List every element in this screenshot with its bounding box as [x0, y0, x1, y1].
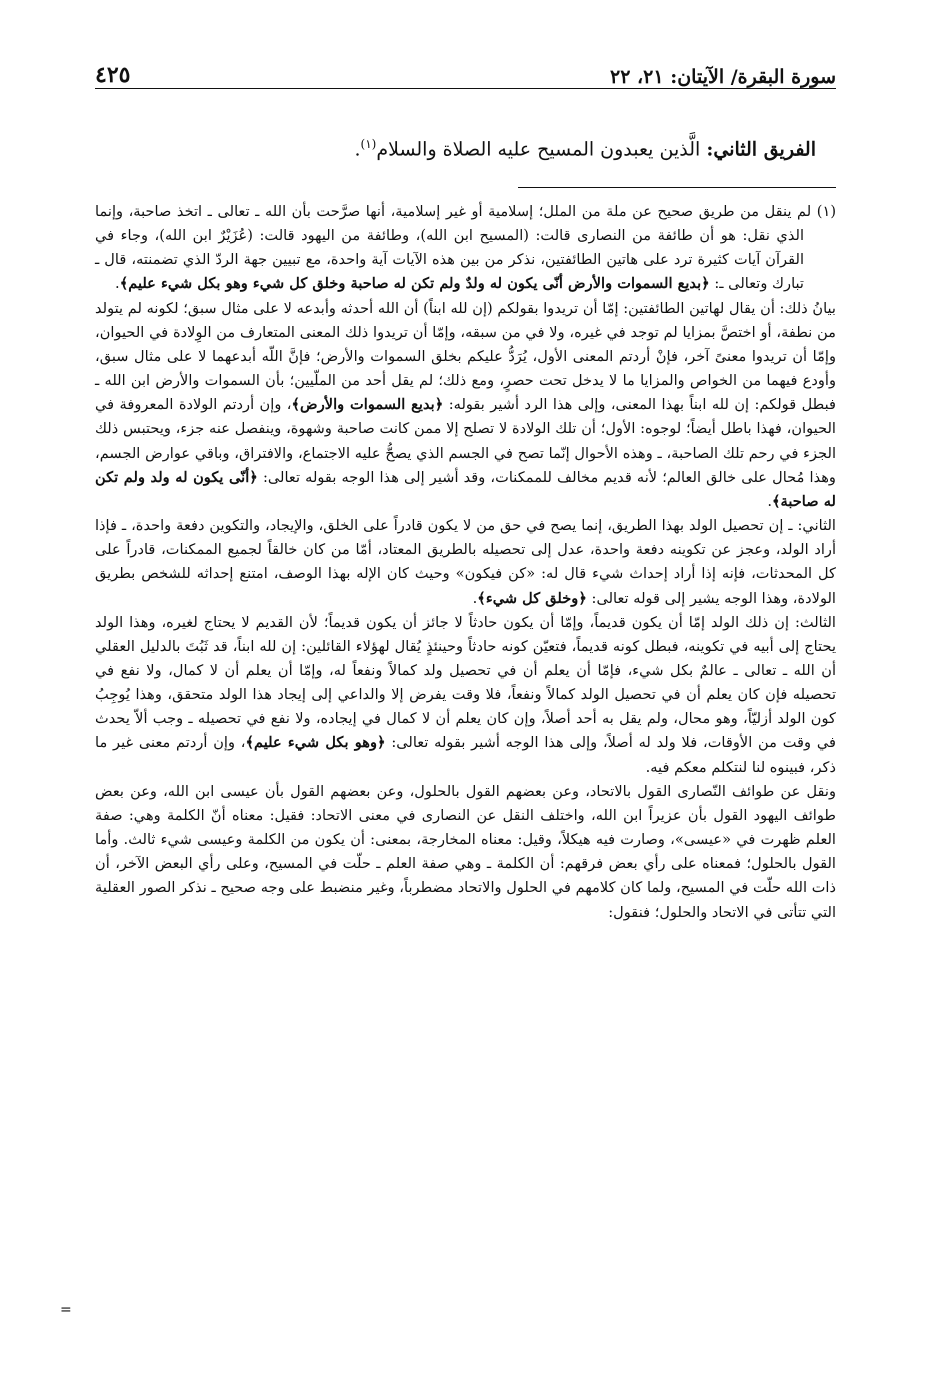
footnote-separator — [518, 187, 836, 188]
footnote-p3-end: . — [472, 589, 478, 607]
page-number: ٤٢٥ — [95, 62, 131, 88]
footnote-p3-text: الثاني: ـ إن تحصيل الولد بهذا الطريق، إنما يصح في حق من لا يكون قادراً على الخلق، والإيجاد، والتكوين دفعة واحدة، ـ فإذا أراد الولد، وعجز عن تكوينه دفعة واحدة، عدل إلى تحصيله بالطريق المعتاد، أمّا من كان خالقاً لجميع الممكنات، قادراً على كل المحدثات، فإنه إذا أراد إحداث شيء قال له: «كن فيكون» وحيث كان الإله بهذا الوصف، امتنع إحداثه للشخص بطريق الولادة، وهذا الوجه يشير إلى قوله تعالى: — [95, 517, 836, 607]
main-text-end: . — [354, 138, 361, 161]
footnote-paragraph-4 — [95, 611, 836, 780]
footnote-paragraph-3 — [95, 514, 836, 611]
footnote-paragraph-5: ونقل عن طوائف النّصارى القول بالاتحاد، وعن بعضهم القول بالحلول، وعن بعضهم القول بأن عيسى ابن الله، وعن بعض طوائف اليهود القول بأن عزيراً ابن الله، واختلف النقل عن النصارى في معنى الاتحاد: فقيل: معناه أنّ الكلمة وهي: صفة العلم ظهرت في «عيسى»، وصارت فيه هيكلاً، وقيل: معناه المخارجة، بمعنى: أن يكون من الكلمة وعيسى شيء ثالث. وأما القول بالحلول؛ فمعناه على رأي بعض فرقهم: أن الكلمة ـ وهي صفة العلم ـ حلّت في المسيح، وعلى رأي البعض الآخر، أن ذات الله حلّت في المسيح، ولما كان كلامهم في الحلول والاتحاد مضطرباً، وغير منضبط على وجه صحيح ـ نذكر الصور العقلية التي تتأتى في الاتحاد والحلول؛ فنقول: — [95, 782, 836, 921]
main-text-body: الَّذين يعبدون المسيح عليه الصلاة والسلام — [376, 138, 701, 161]
footnote-p2-text: بيانُ ذلك: أن يقال لهاتين الطائفتين: إمّا أن تريدوا بقولكم (إن لله ابناً) أن الله أحدثه وأبدعه لا على مثال سبق؛ لكونه لم يتولد من نطفة، أو اختصَّ بمزايا لم توجد في غيره، ولا في من سبقه، وإمّا أن تريدوا ذلك المعنى المتعارف من الوِلادة في الحيوان، وإمّا أن تريدوا معنىً آخر، فإنْ أردتم المعنى الأول، يُرَدُّ عليكم بخلق السموات والأرض؛ فإنَّ اللّه أبدعهما لا على مثال سبق، وأودع فيهما من الخواص والمزايا ما لا يدخل تحت حصرٍ، ومع ذلك؛ لم يقل أحد من الملّيين؛ بأن السموات والأرض ابن الله ـ فبطل قولكم: إن لله ابناً بهذا المعنى، وإلى هذا الرد أشير بقوله: — [95, 299, 836, 414]
main-text — [95, 126, 816, 167]
footnote-paragraph-1 — [95, 200, 836, 297]
footnote-p4-text: الثالث: إن ذلك الولد إمّا أن يكون قديماً، وإمّا أن يكون حادثاً لا جائز أن يكون قديماً؛ لأن القديم لا يحتاج لغيره، وهذا الولد يحتاج إلى أبيه في تكوينه، فبطل كونه قديماً، فتعيّن كونه حادثاً وحينئذٍ يُقال لهؤلاء القائلين: إن لله ابناً، قد ثَبُتَ بالدليل العقلي أن الله ـ تعالى ـ عالمٌ بكل شيء، فإمّا أن يعلم أن في تحصيل ولد كمالاً ونفعاً له، وإمّا أن يعلم أن لا كمال، ولا نفع في تحصيله فإن كان يعلم أن في تحصيل الولد كمالاً ونفعاً، فلا وقت يفرض إلا والداعي إلى إيجاد هذا الولد متحقق، وهذا يُوجِبُ كون الولد أزليّاً، وهو محال، ولم يقل به أحد أصلاً، وإن كان يعلم أن لا كمال في إيجاده، ولا نفع في تحصيله ـ وجب ألاّ يحدث في وقت من الأوقات، فلا ولد له أصلاً، وإلى هذا الوجه أشير بقوله تعالى: — [95, 613, 836, 752]
footnote-p2-text-b: ، وإن أردتم الولادة المعروفة في الحيوان، فهذا باطل أيضاً؛ لوجوه: الأول؛ أن تلك الولادة لا تصلح إلا ممن كانت صاحبة وشهوة، وينفصل عنه جزء، ويحتبس ذلك الجزء في رحم تلك الصاحبة، ـ وهذه الأحوال إنّما تصح في الجسم الذي يصحُّ عليه الاجتماع، والافتراق، وباقي عوارض الجسم، وهذا مُحال على خالق العالم؛ لأنه قديم مخالف للممكنات، وقد أشير إلى هذا الوجه بقوله تعالى: — [95, 396, 836, 486]
quran-quote: ﴿بديع السموات والأرض﴾ — [291, 396, 444, 414]
header-title: سورة البقرة/ الآيتان: ٢١، ٢٢ — [610, 66, 836, 88]
quran-quote: ﴿وخلق كل شيء﴾ — [477, 589, 587, 607]
quran-quote: ﴿بديع السموات والأرض أنّى يكون له ولدٌ ولم تكن له صاحبة وخلق كل شيء وهو بكل شيء عليم﴾ — [119, 275, 710, 293]
footnote-marker: (١) — [816, 203, 837, 220]
footnote-reference: (١) — [360, 137, 377, 151]
footnote-p1-text: لم ينقل من طريق صحيح عن ملة من الملل؛ إسلامية أو غير إسلامية، أنها صرَّحت بأن الله ـ تعالى ـ اتخذ صاحبة، وإنما الذي نقل: هو أن طائفة من النصارى قالت: (المسيح ابن الله)، وطائفة من اليهود قالت: (عُزَيْرٌ ابن الله)، وجاء في القرآن آيات كثيرة ترد على هاتين الطائفتين، نذكر من بين هذه الآيات آية واحدة، مع تبيين جهة الردّ الذي تضمنته، قال ـ تبارك وتعالى ـ: — [95, 203, 812, 293]
footnote-block — [95, 200, 836, 925]
footnote-paragraph-2 — [95, 297, 836, 514]
footnote-p1-end: . — [115, 275, 120, 293]
footnote-p2-end: . — [767, 492, 772, 510]
footnote-p4-end: ، وإن أردتم معنى غير ما ذكر، فبينوه لنا لنتكلم معكم فيه. — [95, 734, 836, 776]
group-label: الفريق الثاني: — [706, 138, 816, 161]
quran-quote: ﴿وهو بكل شيء عليم﴾ — [245, 734, 386, 752]
quran-quote: ﴿أنّى يكون له ولد ولم تكن له صاحبة﴾ — [95, 468, 836, 510]
running-header — [95, 58, 836, 89]
margin-mark: = — [60, 1302, 72, 1318]
